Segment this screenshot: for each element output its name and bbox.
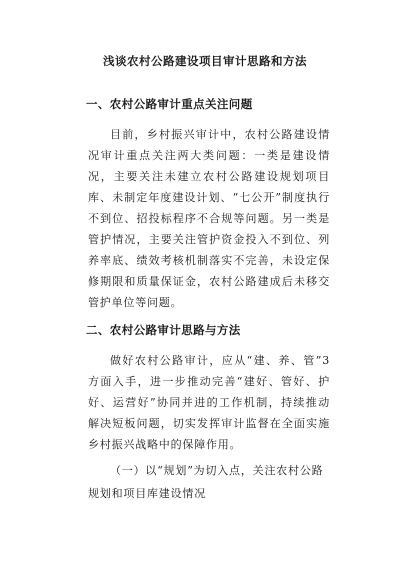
section-heading-2: 二、农村公路审计思路与方法: [86, 323, 241, 337]
section-body-2: 做好农村公路审计，应从“建、养、管”3方面入手，进一步推动完善“建好、管好、护好、运营好”协同并进的工作机制，持续推动解决短板问题，切实发挥审计监督在全面实施乡村振兴战略中的保障作用。: [88, 354, 330, 451]
section-body-1: 目前，乡村振兴审计中，农村公路建设情况审计重点关注两大类问题：一类是建设情况，主要关注未建立农村公路建设规划项目库、未制定年度建设计划、“七公开”制度执行不到位、招投标程序不合规等问题。另一类是管护情况，主要关注管护资金投入不到位、列养率底、绩效考核机制落实不完善，未设定保修期限和质量保证金，农村公路建成后未移交管护单位等问题。: [88, 128, 330, 309]
document-title: 浅谈农村公路建设项目审计思路和方法: [103, 54, 307, 68]
subsection-heading-1: （一）以“规划”为切入点，关注农村公路规划和项目库建设情况: [88, 464, 324, 500]
section-heading-1: 一、农村公路审计重点关注问题: [86, 97, 253, 111]
